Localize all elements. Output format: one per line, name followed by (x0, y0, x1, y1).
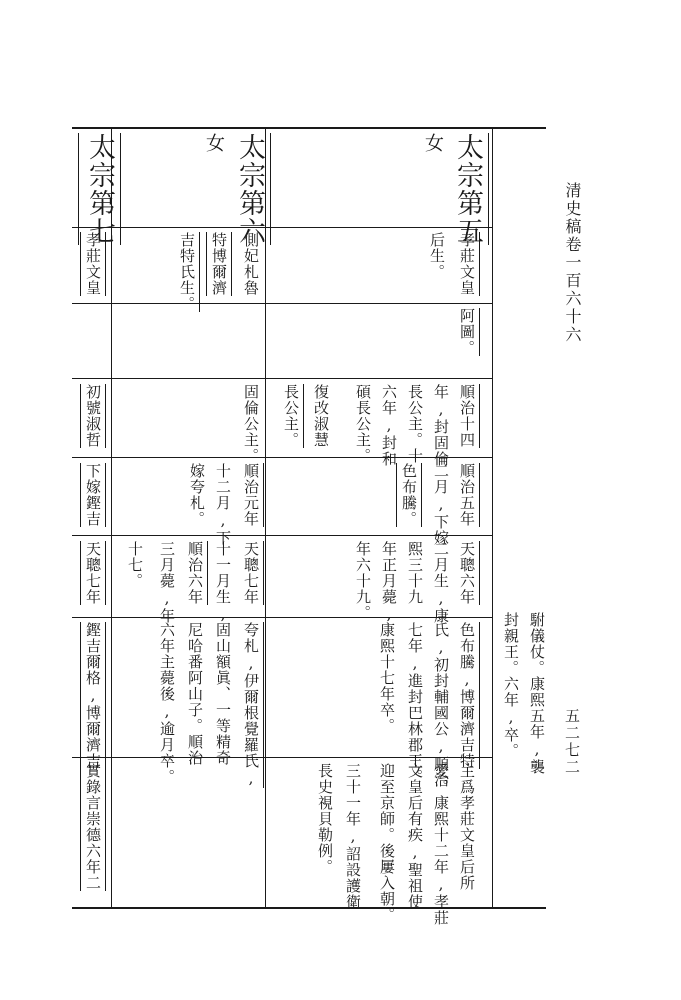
entry-6-cell5-l3: 順治六年 (184, 541, 208, 605)
entry-6-cell5-l2: 十一月生, (214, 541, 232, 624)
row-divider (72, 378, 493, 379)
entry-5-cell3-l1: 順治十四 (456, 384, 480, 448)
page-number: 五二七二 (563, 708, 581, 776)
entry-6-cell6-l2: 固山額眞、一等精奇 (214, 622, 232, 766)
entry-7-name: 太宗第七 (78, 133, 121, 245)
entry-7-cell4: 下嫁鏗吉 (80, 463, 106, 527)
entry-5-cell3-l7: 長公主。 (280, 384, 304, 448)
entry-5-cell3-l3: 長公主。十 (406, 384, 424, 464)
entry-7-cell7: 實錄言崇德六年二 (80, 763, 106, 891)
entry-5-cell6-l3: 七年,進封巴林郡王。 (406, 622, 424, 785)
entry-5-cell7-l3: 文皇后有疾,聖祖使 (406, 763, 424, 910)
continued-note-l2: 封親王。六年,卒。 (502, 612, 520, 759)
entry-6-cell6-l3: 尼哈番阿山子。順治 (186, 622, 204, 766)
row-divider (72, 227, 493, 228)
entry-5-cell4-l2: 二月,下嫁 (432, 463, 450, 546)
entry-5-cell5-l3: 熙三十九 (406, 541, 424, 605)
entry-5-mother-line2: 后生。 (428, 232, 446, 280)
entry-5-cell4-l3: 色布騰。 (396, 463, 422, 527)
entry-6-cell4-l2: 十二月,下 (214, 463, 232, 546)
entry-5-cell7-l1: 主爲孝莊文皇后所 (458, 763, 476, 891)
entry-6-name: 太宗第六 (230, 133, 271, 245)
entry-5-cell5-l5: 年六十九。 (354, 541, 372, 621)
entry-5-cell5-l4: 年正月薨, (380, 541, 398, 624)
entry-6-cell5-l4: 三月薨,年 (158, 541, 176, 624)
entry-5-cell7-l6: 長史視貝勒例。 (316, 763, 334, 875)
entry-5-cell6-l2: 氏,初封輔國公,順治 (432, 622, 450, 788)
entry-5-title: 阿圖。 (456, 308, 480, 356)
entry-6-cell5-l5: 十七。 (126, 541, 144, 589)
entry-5-mother-line1: 孝莊文皇 (456, 232, 480, 296)
entry-6-cell6-l4: 六年主薨後,逾月卒。 (158, 622, 176, 785)
entry-6-gender: 女 (203, 133, 225, 152)
row-divider (72, 303, 493, 304)
entry-6-cell6-l1: 夸札,伊爾根覺羅氏, (240, 622, 264, 788)
table-top-rule (72, 127, 546, 129)
entry-5-cell3-l6: 復改淑慧 (312, 384, 330, 448)
entry-6-mother-l3: 吉特氏生。 (176, 232, 200, 312)
entry-separator (265, 128, 266, 908)
entry-5-cell5-l1: 天聰六年 (456, 541, 480, 605)
entry-separator (111, 128, 112, 908)
entry-7-cell6: 鏗吉爾格,博爾濟吉 (80, 622, 106, 769)
entry-5-cell4-l1: 順治五年 (456, 463, 480, 527)
entry-5-gender: 女 (422, 133, 444, 152)
entry-5-cell7-l4: 迎至京師。後屢入朝。 (378, 763, 396, 923)
continued-note-l1: 駙儀仗。康熙五年,襲 (528, 612, 546, 775)
entry-7-cell5: 天聰七年 (80, 541, 106, 605)
entry-5-cell3-l2: 年,封固倫 (432, 384, 450, 467)
entry-6-cell4-l1: 順治元年 (240, 463, 264, 527)
entry-5-cell6-l4: 康熙十七年卒。 (378, 622, 396, 734)
entry-6-cell5-l1: 天聰七年 (240, 541, 264, 605)
table-bottom-rule (72, 907, 546, 909)
entry-5-cell5-l2: 二月生,康 (432, 541, 450, 624)
entry-5-cell7-l5: 三十一年,詔設護衛 (344, 763, 362, 910)
entry-5-cell3-l4: 六年,封和 (380, 384, 398, 467)
entry-5-name: 太宗第五 (448, 133, 489, 245)
entry-7-cell3: 初號淑哲 (80, 384, 106, 448)
entry-6-cell4-l3: 嫁夸札。 (188, 463, 206, 527)
book-title: 清史稿卷一百六十六 (563, 182, 582, 344)
entry-5-cell7-l2: 愛。康熙十二年,孝莊 (432, 763, 450, 926)
entry-7-mother: 孝莊文皇 (80, 232, 106, 296)
entry-separator (492, 128, 493, 908)
entry-6-cell3: 固倫公主。 (242, 384, 260, 464)
entry-6-mother-l2: 特博爾濟 (206, 232, 232, 296)
entry-6-mother-l1: 側妃札魯 (242, 232, 260, 296)
entry-5-cell3-l5: 碩長公主。 (354, 384, 372, 464)
entry-5-cell6-l1: 色布騰,博爾濟吉特 (456, 622, 480, 769)
